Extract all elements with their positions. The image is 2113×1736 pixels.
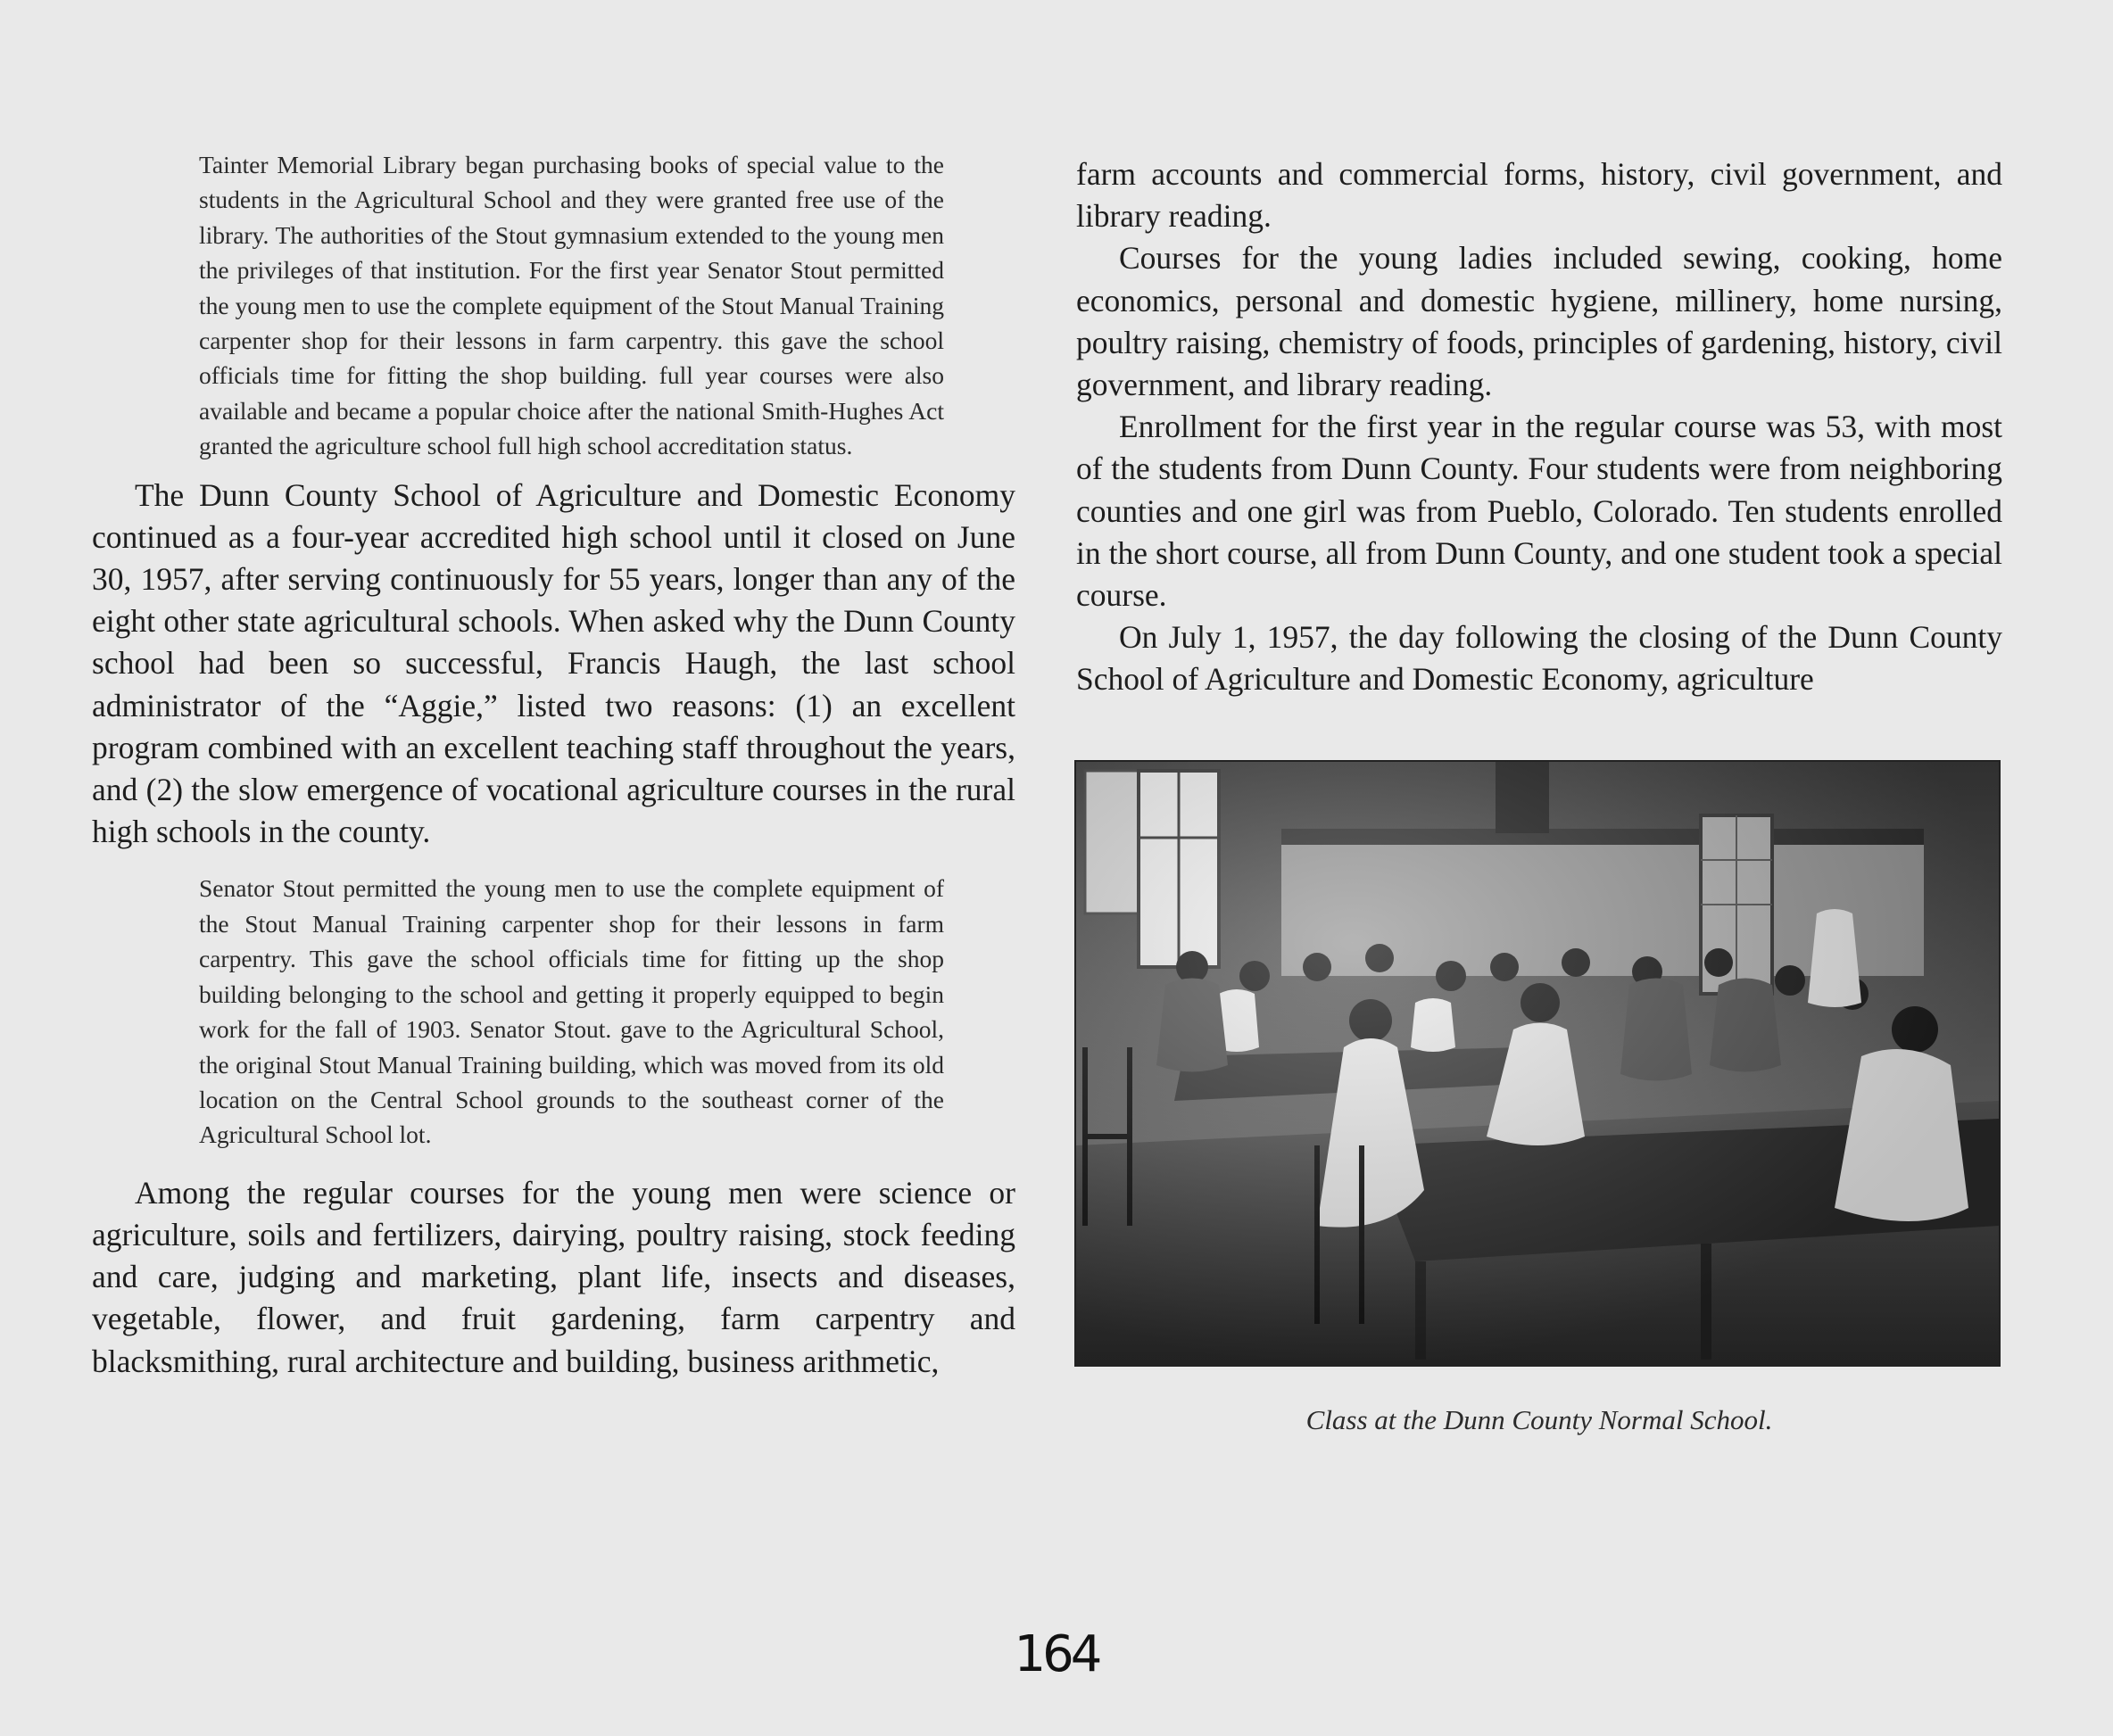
photo-caption: Class at the Dunn County Normal School. [1305,1404,1773,1435]
body-paragraph: On July 1, 1957, the day following the closing of the Dunn County School of Agriculture and Domestic Economy, agriculture [1076,619,2002,698]
block-quote-1: Tainter Memorial Library began purchasing books of special value to the students in the Agricultural School and they were granted free use of the library. The authorities of the Stout gymnasium extended to the young men the privileges of that institution. For the first year Senator Stout permitted the young men to use the complete equipment of the Stout Manual Training carpenter shop for their lessons in farm carpentry. this gave the school officials time for fitting the shop building. full year courses were also available and became a popular choice after the national Smith-Hughes Act granted the agriculture school full high school accreditation status. [199,151,944,460]
body-paragraph: Enrollment for the first year in the regular course was 53, with most of the students from Dunn County. Four students were from neighboring counties and one girl was from Pueblo, Colorado. Ten students enrolled in the short course, all from Dunn County, and one student took a special course. [1076,409,2002,614]
body-paragraph: farm accounts and commercial forms, history, civil government, and library reading. [1076,156,2002,235]
page-number: 164 [1014,1625,1099,1683]
body-paragraph: Among the regular courses for the young men were science or agriculture, soils and fertilizers, dairying, poultry raising, stock feeding and care, judging and marketing, plant life, insects and diseases, vegetable, flower, and fruit gardening, farm carpentry and blacksmithing, rural architecture and building, business arithmetic, [92,1174,1015,1379]
right-column [1076,153,2002,701]
body-paragraph: The Dunn County School of Agriculture and Domestic Economy continued as a four-year accredited high school until it closed on June 30, 1957, after serving continuously for 55 years, longer than any of the eight other state agricultural schools. When asked why the Dunn County school had been so successful, Francis Haugh, the last school administrator of the “Aggie,” listed two reasons: (1) an excellent program combined with an excellent teaching staff throughout the years, and (2) the slow emergence of vocational agriculture courses in the rural high schools in the county. [92,476,1015,850]
left-column [92,147,1015,1383]
classroom-photo [1074,760,2001,1367]
block-quote-2: Senator Stout permitted the young men to use the complete equipment of the Stout Manual Training carpenter shop for their lessons in farm carpentry. This gave the school officials time for fitting up the shop building belonging to the school and getting it properly equipped to begin work for the fall of 1903. Senator Stout. gave to the Agricultural School, the original Stout Manual Training building, which was moved from its old location on the Central School grounds to the southeast corner of the Agricultural School lot. [199,874,944,1149]
body-paragraph: Courses for the young ladies included sewing, cooking, home economics, personal and domestic hygiene, millinery, home nursing, poultry raising, chemistry of foods, principles of gardening, history, civil government, and library reading. [1076,240,2002,403]
